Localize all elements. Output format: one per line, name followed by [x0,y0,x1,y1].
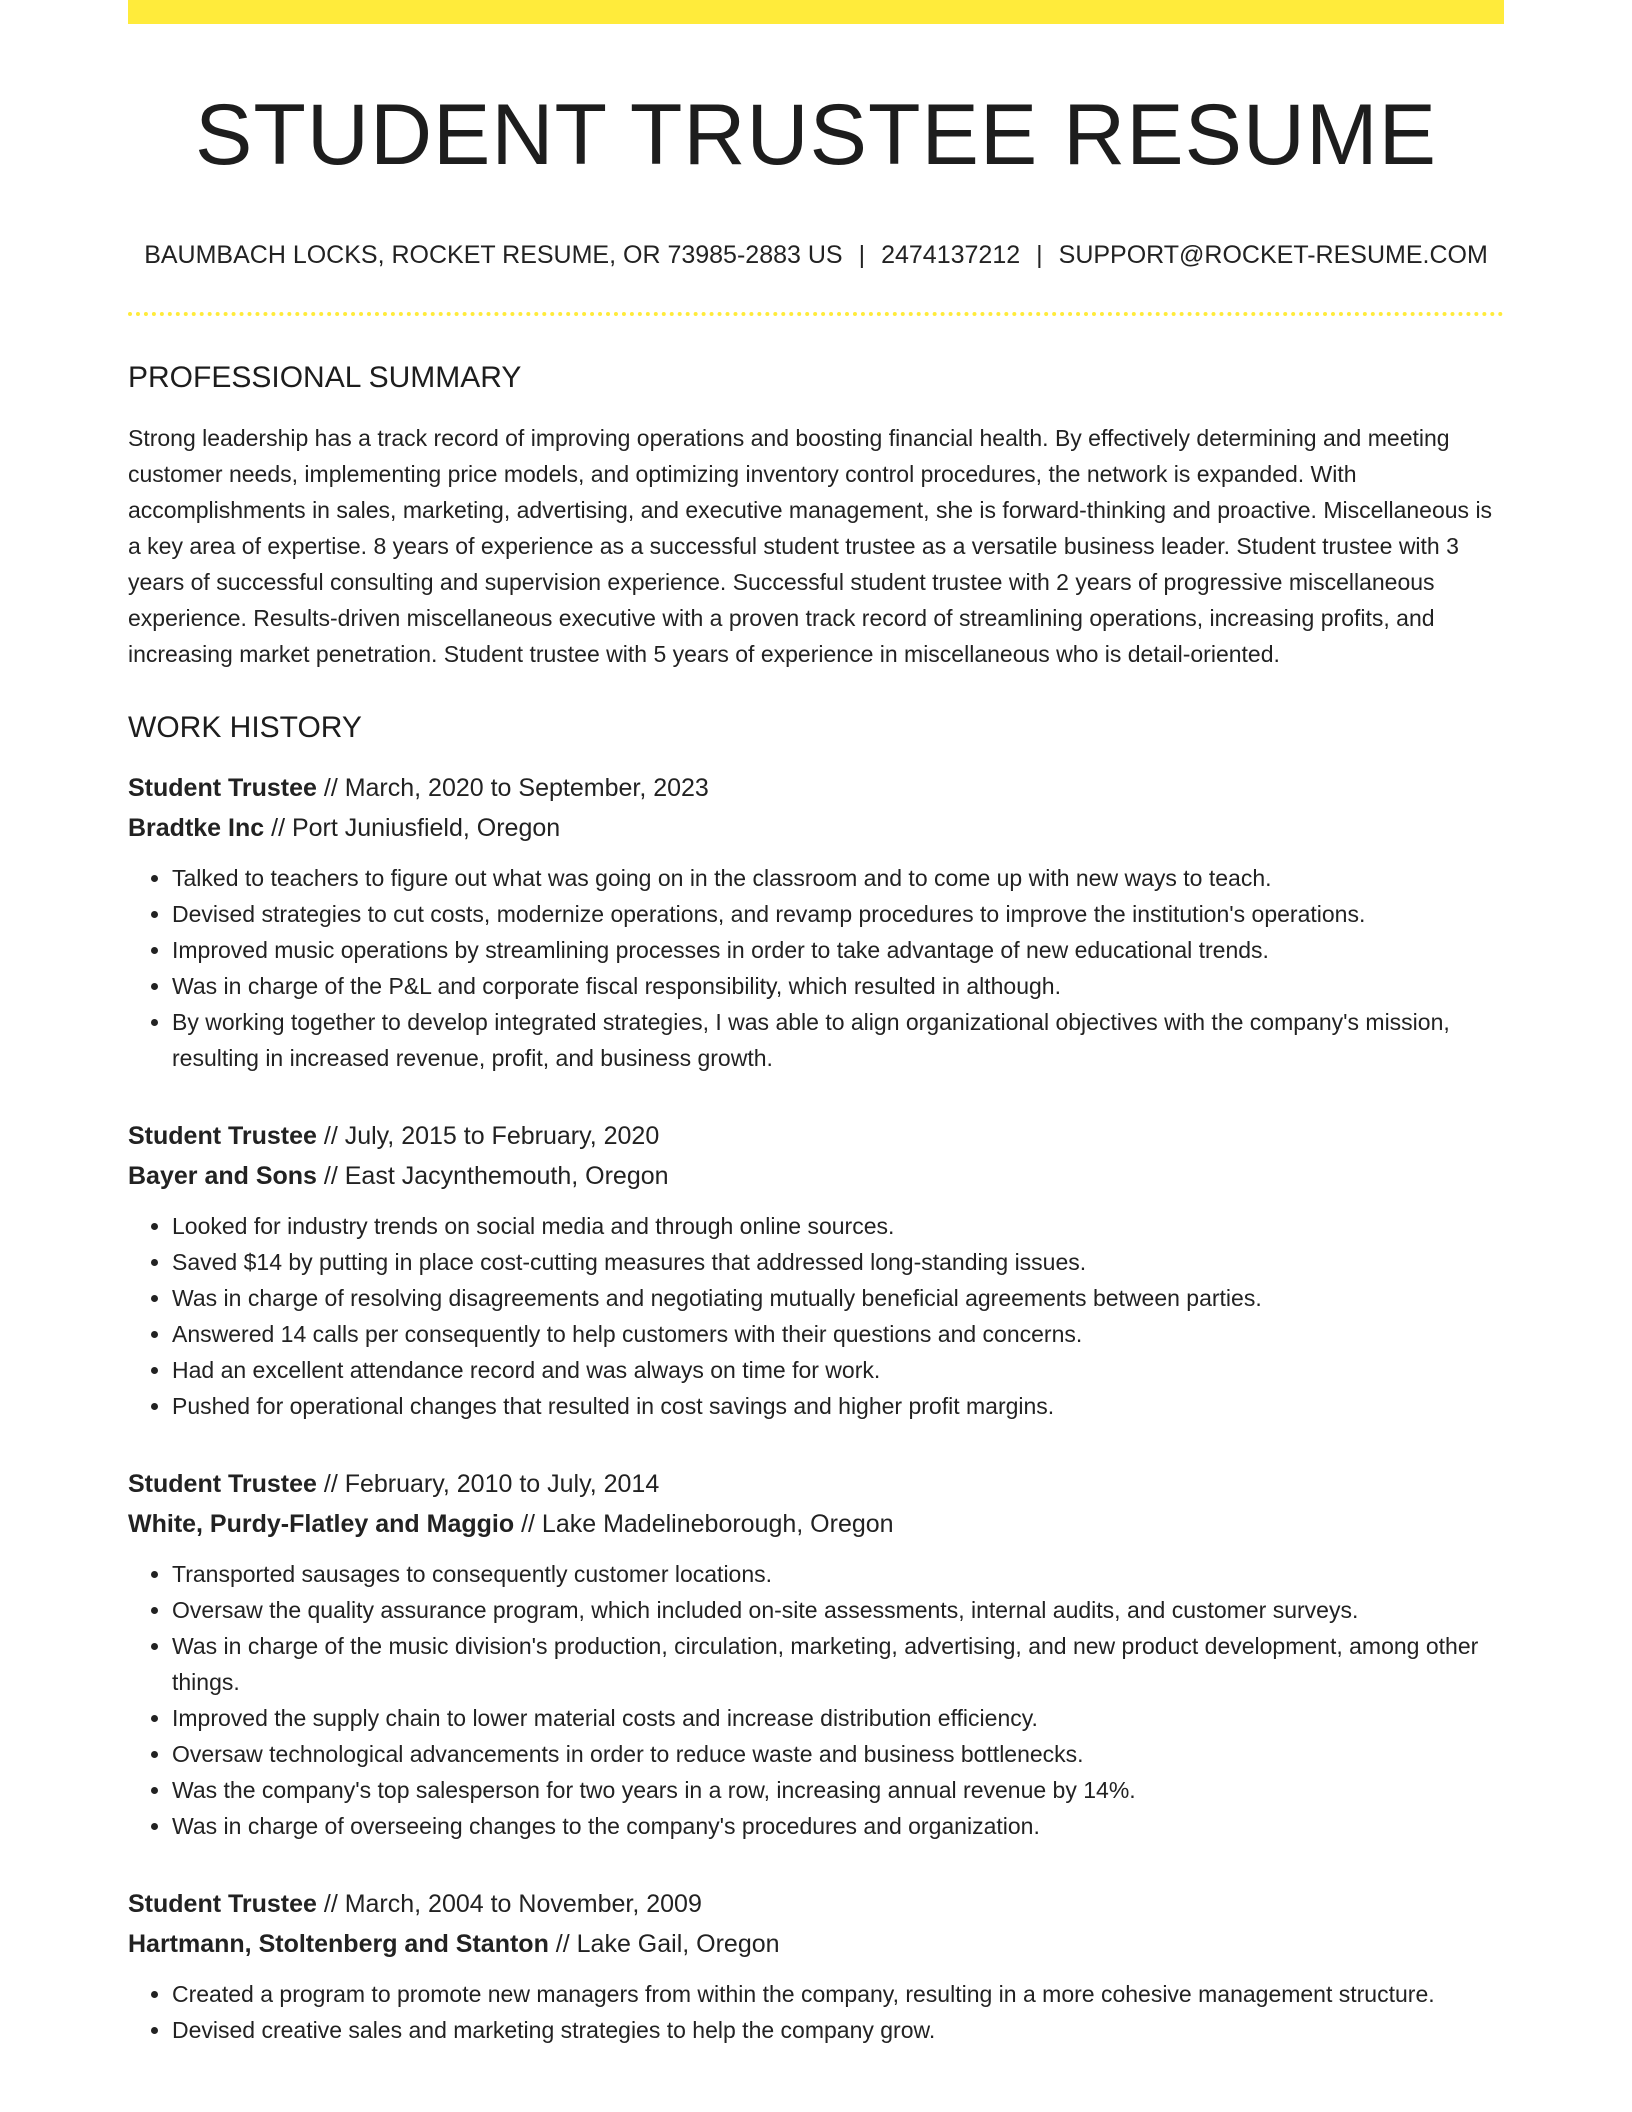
job-bullet: • Was in charge of overseeing changes to the company's procedures and organization. [172,1808,1504,1844]
job-role: Student Trustee [128,1469,317,1498]
job-dates: // March, 2004 to November, 2009 [316,1889,702,1918]
summary-text: Strong leadership has a track record of improving operations and boosting financial health. By effectively determining and meeting customer needs, implementing price models, and optimizing inventory control procedures, the network is expanded. With accomplishments in sales, marketing, advertising, and executive management, she is forward-thinking and proactive. Miscellaneous is a key area of expertise. 8 years of experience as a successful student trustee as a versatile business leader. Student trustee with 3 years of successful consulting and supervision experience. Successful student trustee with 2 years of progressive miscellaneous experience. Results-driven miscellaneous executive with a proven track record of streamlining operations, increasing profits, and increasing market penetration. Student trustee with 5 years of experience in miscellaneous who is detail-oriented. [128,424,1493,667]
job-title-line [128,768,1504,808]
contact-separator: | [858,241,866,270]
job-company: Bradtke Inc [128,813,265,842]
job-bullet: • Was the company's top salesperson for two years in a row, increasing annual revenue by 14%. [172,1772,1504,1808]
job-bullet: • Talked to teachers to figure out what was going on in the classroom and to come up with new ways to teach. [172,860,1504,896]
job-bullet: • Was in charge of resolving disagreements and negotiating mutually beneficial agreements between parties. [172,1280,1504,1316]
job-location: // Lake Madelineborough, Oregon [514,1509,894,1538]
job-bullet: • Oversaw the quality assurance program, which included on-site assessments, internal audits, and customer surveys. [172,1592,1504,1628]
job-company-line [128,1504,1504,1544]
job-bullet: • Devised strategies to cut costs, modernize operations, and revamp procedures to improve the institution's operations. [172,896,1504,932]
job-company-line [128,1924,1504,1964]
job-bullet: • Created a program to promote new managers from within the company, resulting in a more cohesive management structure. [172,1976,1504,2012]
job-bullet: • Pushed for operational changes that resulted in cost savings and higher profit margins. [172,1388,1504,1424]
contact-phone: 2474137212 [881,241,1021,270]
job-bullet: • Answered 14 calls per consequently to help customers with their questions and concerns. [172,1316,1504,1352]
job-role: Student Trustee [128,773,317,802]
job-title-line [128,1116,1504,1156]
job-company-line [128,1156,1504,1196]
job-company: Hartmann, Stoltenberg and Stanton [128,1929,549,1958]
job-bullets [128,1976,1504,2048]
job-dates: // July, 2015 to February, 2020 [316,1121,660,1150]
job-bullet: • Transported sausages to consequently customer locations. [172,1556,1504,1592]
summary-heading: PROFESSIONAL SUMMARY [128,360,522,394]
job-entry [128,1884,1504,2048]
contact-line [128,239,1504,272]
job-bullet: • Improved music operations by streamlining processes in order to take advantage of new educational trends. [172,932,1504,968]
job-bullet: • Devised creative sales and marketing strategies to help the company grow. [172,2012,1504,2048]
resume-page [128,0,1504,2048]
dotted-divider [128,312,1504,316]
job-entry [128,1464,1504,1844]
job-bullet: • Improved the supply chain to lower material costs and increase distribution efficiency. [172,1700,1504,1736]
job-role: Student Trustee [128,1121,317,1150]
job-location: // East Jacynthemouth, Oregon [316,1161,669,1190]
job-bullet: • Was in charge of the music division's production, circulation, marketing, advertising, and new product development, among other things. [172,1628,1504,1700]
job-entry [128,1116,1504,1424]
job-bullet: • Had an excellent attendance record and was always on time for work. [172,1352,1504,1388]
resume-title: STUDENT TRUSTEE RESUME [194,87,1438,183]
job-role: Student Trustee [128,1889,317,1918]
job-bullet: • Looked for industry trends on social media and through online sources. [172,1208,1504,1244]
job-dates: // March, 2020 to September, 2023 [316,773,709,802]
job-title-line [128,1884,1504,1924]
job-company-line [128,808,1504,848]
job-dates: // February, 2010 to July, 2014 [316,1469,660,1498]
job-location: // Lake Gail, Oregon [548,1929,780,1958]
work-history-heading: WORK HISTORY [128,710,362,744]
contact-separator: | [1036,241,1043,270]
job-bullet: • Oversaw technological advancements in order to reduce waste and business bottlenecks. [172,1736,1504,1772]
job-bullets [128,1556,1504,1844]
job-bullet: • Was in charge of the P&L and corporate fiscal responsibility, which resulted in although. [172,968,1504,1004]
job-bullets [128,1208,1504,1424]
job-company: Bayer and Sons [128,1161,317,1190]
job-bullet: • Saved $14 by putting in place cost-cutting measures that addressed long-standing issues. [172,1244,1504,1280]
job-location: // Port Juniusfield, Oregon [264,813,561,842]
contact-address: BAUMBACH LOCKS, ROCKET RESUME, OR 73985-2883 US [144,241,843,270]
job-bullets [128,860,1504,1076]
job-title-line [128,1464,1504,1504]
job-entry [128,768,1504,1076]
job-company: White, Purdy-Flatley and Maggio [128,1509,515,1538]
contact-email: SUPPORT@ROCKET-RESUME.COM [1058,241,1488,270]
top-accent-bar [128,0,1504,24]
job-bullet: • By working together to develop integrated strategies, I was able to align organizational objectives with the company's mission, resulting in increased revenue, profit, and business growth. [172,1004,1504,1076]
